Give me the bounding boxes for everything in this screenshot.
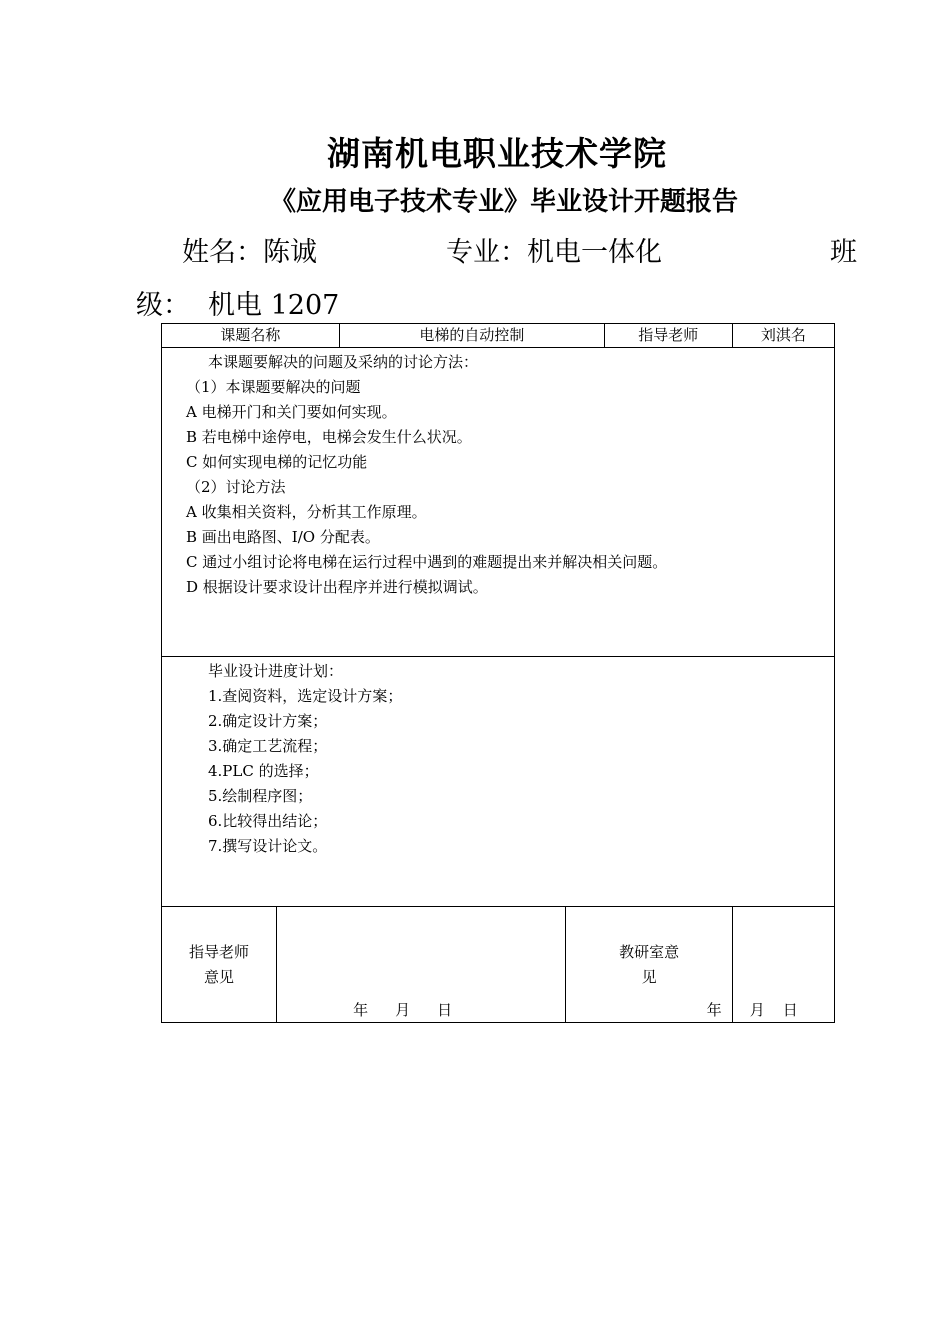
- plan-line: 7.撰写设计论文。: [208, 837, 328, 855]
- plan-line: 6.比较得出结论；: [208, 812, 328, 830]
- topic-label: 课题名称: [162, 324, 340, 348]
- plan-line: 4.PLC 的选择；: [208, 762, 319, 780]
- advisor-opinion-field: [277, 907, 566, 1023]
- student-major: 机电一体化: [527, 237, 662, 268]
- student-name: 陈诚: [263, 237, 317, 268]
- advisor-opinion-label-line1: 指导老师: [189, 942, 250, 961]
- plan-line: 2.确定设计方案；: [208, 712, 328, 730]
- major-label: 专业：: [446, 237, 527, 268]
- problems-line: C 如何实现电梯的记忆功能: [186, 453, 368, 471]
- problems-heading: 本课题要解决的问题及采纳的讨论方法：: [208, 353, 479, 371]
- plan-line: 5.绘制程序图；: [208, 787, 313, 805]
- report-table: [161, 323, 835, 1023]
- plan-line: 3.确定工艺流程；: [208, 737, 328, 755]
- advisor-opinion-label: [162, 907, 277, 1023]
- advisor-date-month: 月: [395, 1001, 411, 1019]
- office-opinion-field: [706, 907, 834, 1023]
- plan-line: 1.查阅资料，选定设计方案；: [208, 687, 403, 705]
- problems-line: （1）本课题要解决的问题: [186, 378, 361, 396]
- problems-line: B 画出电路图、I/O 分配表。: [186, 528, 380, 546]
- problems-line: B 若电梯中途停电，电梯会发生什么状况。: [186, 428, 472, 446]
- plan-row: [162, 657, 835, 907]
- problems-line: A 收集相关资料，分析其工作原理。: [186, 503, 427, 521]
- advisor-opinion-label-line2: 意见: [204, 967, 235, 986]
- advisor-value: 刘淇名: [732, 324, 834, 348]
- plan-section: [162, 657, 834, 906]
- problems-line: （2）讨论方法: [186, 478, 286, 496]
- student-class: 机电 1207: [208, 290, 340, 321]
- office-opinion-label-line1: 教研室意: [619, 942, 680, 961]
- office-date-day: 日: [782, 1001, 798, 1019]
- problems-line: A 电梯开门和关门要如何实现。: [186, 403, 397, 421]
- problems-line: C 通过小组讨论将电梯在运行过程中遇到的难题提出来并解决相关问题。: [186, 553, 668, 571]
- school-title: 湖南机电职业技术学院: [327, 134, 667, 173]
- topic-row: [162, 324, 835, 348]
- report-title: 《应用电子技术专业》毕业设计开题报告: [269, 187, 738, 217]
- advisor-date-year: 年: [353, 1001, 369, 1019]
- name-label: 姓名：: [182, 237, 263, 268]
- problems-line: D 根据设计要求设计出程序并进行模拟调试。: [186, 578, 488, 596]
- office-opinion-label-line2: 见: [641, 967, 657, 986]
- office-date-month: 月: [749, 1001, 765, 1019]
- office-date-year: 年: [706, 1001, 722, 1019]
- topic-value: 电梯的自动控制: [339, 324, 604, 348]
- class-label-part1: 班: [830, 237, 857, 268]
- advisor-date-day: 日: [437, 1001, 453, 1019]
- opinion-row: [162, 907, 835, 1023]
- problems-section: [162, 348, 834, 656]
- problems-row: [162, 348, 835, 657]
- plan-heading: 毕业设计进度计划：: [208, 662, 344, 680]
- advisor-label: 指导老师: [604, 324, 732, 348]
- class-label-part2: 级：: [136, 290, 190, 321]
